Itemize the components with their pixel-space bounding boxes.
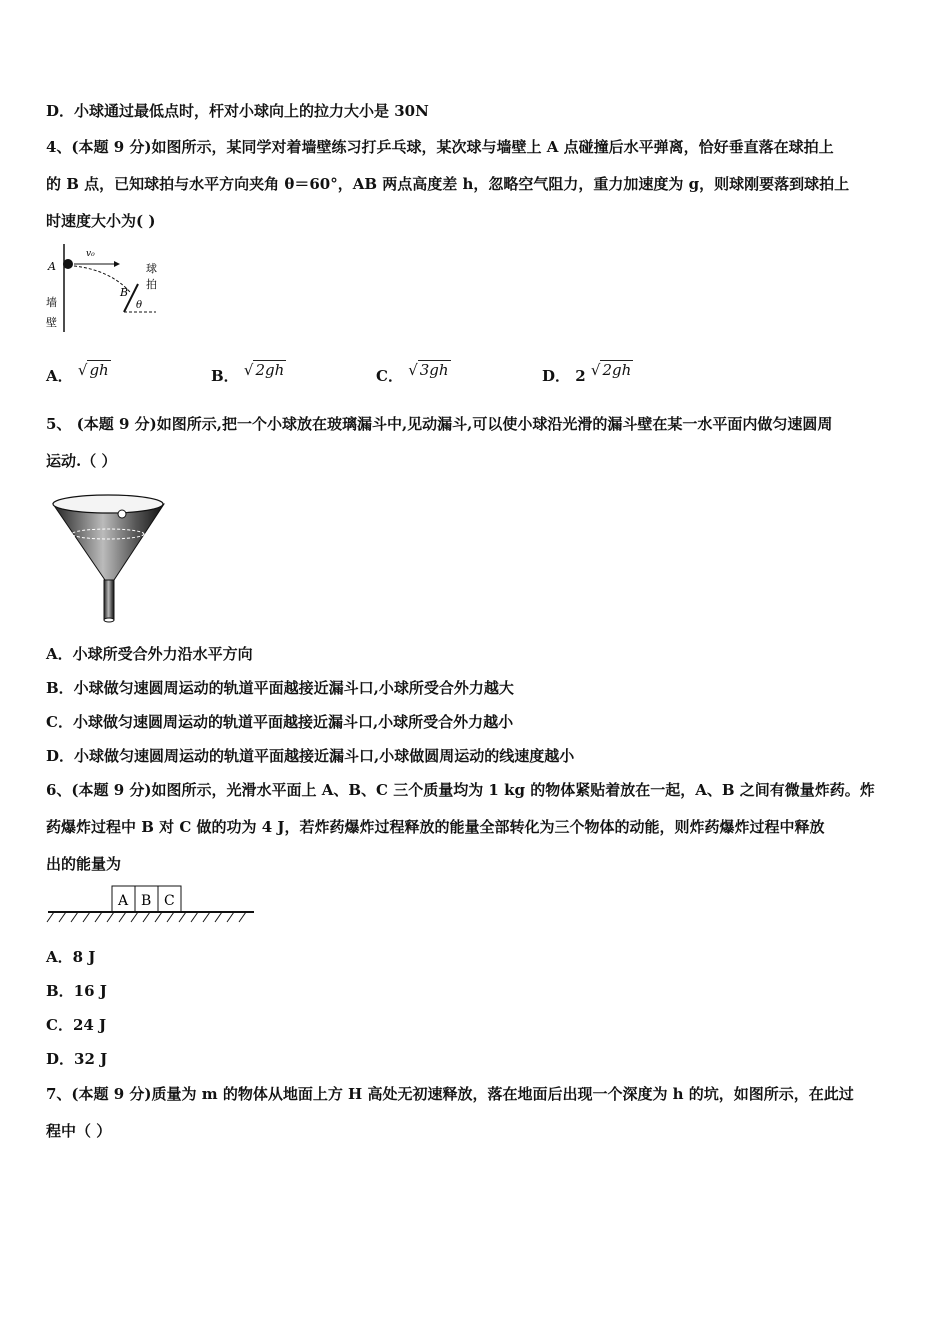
- q4-option-b[interactable]: [211, 361, 286, 386]
- q5-stem-line-2: 运动.（ ）: [46, 452, 117, 470]
- ball: [118, 510, 126, 518]
- q6-option-a[interactable]: A．8 J: [46, 948, 96, 966]
- sqrt-expression: √ 3gh: [408, 361, 449, 379]
- q6-option-d[interactable]: D．32 J: [46, 1050, 108, 1068]
- ground-hatching: [47, 912, 246, 922]
- q6-option-b[interactable]: B．16 J: [46, 982, 107, 1000]
- label-racket-1: 球: [146, 262, 157, 275]
- q4-option-c[interactable]: [376, 361, 451, 386]
- ball-at-a: [63, 259, 73, 269]
- option-letter: A．: [46, 367, 73, 385]
- label-theta: θ: [136, 300, 143, 311]
- q5-stem-line-1: 5、 (本题 9 分)如图所示,把一个小球放在玻璃漏斗中,见动漏斗,可以使小球沿光滑的漏斗壁在某一水平面内做匀速圆周: [46, 415, 833, 433]
- sqrt-expression: √ 2gh: [243, 361, 285, 379]
- q7-stem-line-1: 7、(本题 9 分)质量为 m 的物体从地面上方 H 高处无初速释放，落在地面后出现一个深度为 h 的坑，如图所示，在此过: [46, 1085, 854, 1103]
- q5-option-a[interactable]: A．小球所受合外力沿水平方向: [46, 645, 253, 663]
- block-label-b: B: [141, 893, 152, 909]
- q4-option-a[interactable]: [46, 361, 111, 386]
- q6-stem-line-2: 药爆炸过程中 B 对 C 做的功为 4 J，若炸药爆炸过程释放的能量全部转化为三个物体的动能，则炸药爆炸过程中释放: [46, 818, 825, 836]
- q4-stem-line-2: 的 B 点，已知球拍与水平方向夹角 θ＝60°，AB 两点高度差 h，忽略空气阻力，重力加速度为 g，则球刚要落到球拍上: [46, 175, 850, 193]
- q6-stem-line-1: 6、(本题 9 分)如图所示，光滑水平面上 A、B、C 三个质量均为 1 kg 的物体紧贴着放在一起，A、B 之间有微量炸药。炸: [46, 781, 875, 799]
- q6-stem-line-3: 出的能量为: [46, 855, 122, 873]
- v0-arrowhead: [114, 261, 120, 267]
- q3-option-d: D．小球通过最低点时，杆对小球向上的拉力大小是 30N: [46, 102, 429, 120]
- funnel-rim: [53, 495, 163, 513]
- q5-funnel-figure: [50, 492, 168, 626]
- block-label-a: A: [118, 893, 129, 909]
- funnel-stem: [104, 580, 114, 620]
- label-wall-1: 墙: [46, 296, 57, 309]
- block-label-c: C: [164, 893, 175, 909]
- q4-stem-line-3: 时速度大小为( ): [46, 212, 156, 230]
- option-coefficient: 2: [575, 367, 586, 385]
- sqrt-expression: √ 2gh: [590, 361, 632, 379]
- q7-stem-line-2: 程中（ ）: [46, 1122, 112, 1140]
- q5-option-b[interactable]: B．小球做匀速圆周运动的轨道平面越接近漏斗口,小球所受合外力越大: [46, 679, 514, 697]
- label-racket-2: 拍: [146, 278, 157, 291]
- q5-option-d[interactable]: D．小球做匀速圆周运动的轨道平面越接近漏斗口,小球做圆周运动的线速度越小: [46, 747, 575, 765]
- option-letter: D．: [542, 367, 571, 385]
- option-letter: B．: [211, 367, 239, 385]
- q6-blocks-figure: [46, 882, 258, 930]
- funnel-cone: [53, 504, 164, 580]
- sqrt-expression: √ gh: [77, 361, 109, 379]
- option-letter: C．: [376, 367, 403, 385]
- label-a: A: [48, 260, 56, 273]
- label-v0: v₀: [86, 249, 95, 259]
- q6-option-c[interactable]: C．24 J: [46, 1016, 107, 1034]
- q4-wall-racket-figure: [42, 240, 167, 336]
- q4-option-d[interactable]: [542, 361, 633, 386]
- stem-opening: [104, 618, 114, 622]
- q5-option-c[interactable]: C．小球做匀速圆周运动的轨道平面越接近漏斗口,小球所受合外力越小: [46, 713, 514, 731]
- label-wall-2: 壁: [46, 316, 57, 329]
- q4-stem-line-1: 4、(本题 9 分)如图所示，某同学对着墙壁练习打乒乓球，某次球与墙壁上 A 点碰撞后水平弹离，恰好垂直落在球拍上: [46, 138, 834, 156]
- label-b: B: [120, 286, 129, 299]
